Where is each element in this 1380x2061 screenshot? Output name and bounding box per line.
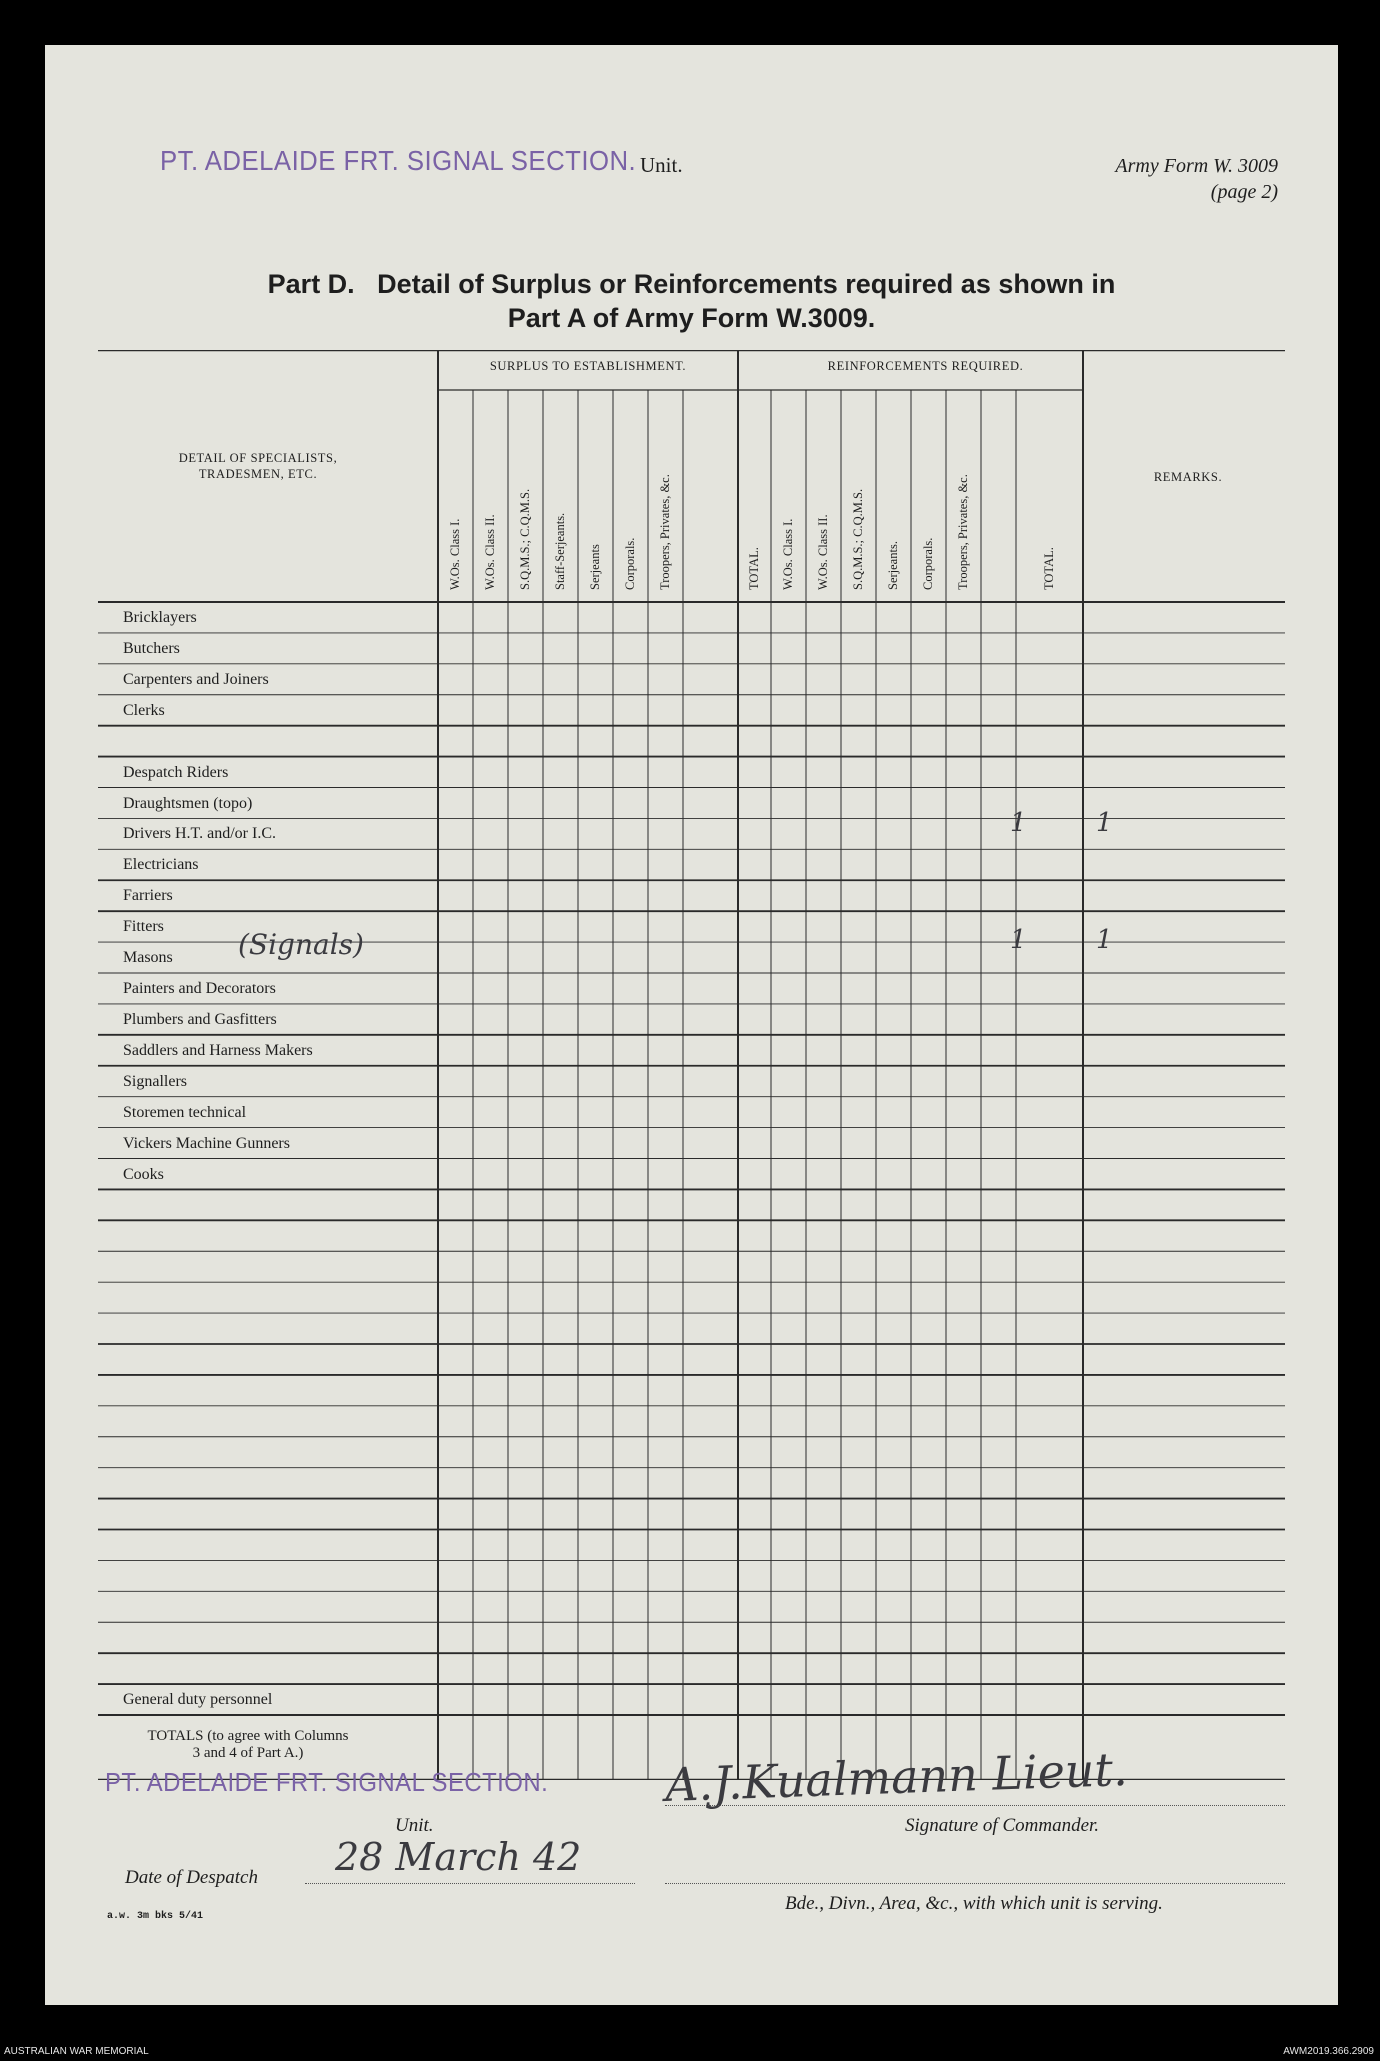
row-label: Clerks	[123, 701, 165, 719]
reinforcements-header: REINFORCEMENTS REQUIRED.	[827, 359, 1024, 373]
totals-label-1: TOTALS (to agree with Columns	[147, 1728, 349, 1744]
row-label: Electricians	[123, 856, 199, 874]
row-label: Carpenters and Joiners	[123, 670, 269, 688]
column-header: W.Os. Class I.	[780, 518, 795, 590]
remarks-header: REMARKS.	[1153, 470, 1223, 484]
column-header: TOTAL.	[1041, 547, 1056, 590]
column-header: Corporals.	[920, 537, 935, 590]
title-line-2: Part A of Army Form W.3009.	[507, 303, 876, 333]
fitters-annotation: (Signals)	[238, 928, 364, 961]
column-header: Serjeants	[587, 544, 602, 590]
column-header: Troopers, Privates, &c.	[657, 474, 672, 590]
row-label: Storemen technical	[123, 1103, 247, 1121]
totals-label	[123, 1728, 373, 1762]
archive-credit: AUSTRALIAN WAR MEMORIAL	[4, 2046, 149, 2057]
row-label: Saddlers and Harness Makers	[123, 1041, 313, 1059]
row-label: Despatch Riders	[123, 763, 229, 781]
column-header: Staff-Serjeants.	[552, 512, 567, 590]
surplus-header: SURPLUS TO ESTABLISHMENT.	[489, 359, 687, 373]
column-header: Troopers, Privates, &c.	[955, 474, 970, 590]
table-grid	[98, 350, 1285, 1780]
despatch-line	[305, 1883, 635, 1884]
unit-stamp-top: PT. ADELAIDE FRT. SIGNAL SECTION.	[160, 145, 637, 176]
detail-table	[98, 350, 1285, 1780]
column-header: S.Q.M.S.; C.Q.M.S.	[850, 488, 865, 590]
column-header: Serjeants.	[885, 541, 900, 590]
army-form-number	[1115, 153, 1278, 205]
row-label: Masons	[123, 949, 173, 967]
signature-line	[665, 1805, 1285, 1806]
row-label: Farriers	[123, 887, 173, 905]
bde-label: Bde., Divn., Area, &c., with which unit is serving.	[785, 1893, 1163, 1914]
column-header: Corporals.	[622, 537, 637, 590]
commander-signature: A.J.Kualmann Lieut.	[664, 1741, 1129, 1813]
row-label: Bricklayers	[123, 609, 197, 626]
form-page: (page 2)	[1210, 181, 1278, 203]
title-line-1: Part D. Detail of Surplus or Reinforcements required as shown in	[267, 269, 1116, 299]
row-label: Butchers	[123, 639, 180, 657]
despatch-label: Date of Despatch	[125, 1867, 258, 1888]
column-header: W.Os. Class II.	[815, 514, 830, 590]
column-header: S.Q.M.S.; C.Q.M.S.	[517, 488, 532, 590]
row-label: Plumbers and Gasfitters	[123, 1010, 277, 1028]
unit-label-top: Unit.	[640, 153, 683, 177]
column-header: W.Os. Class I.	[447, 518, 462, 590]
bde-line	[665, 1883, 1285, 1884]
signature-label: Signature of Commander.	[905, 1815, 1100, 1836]
form-number: Army Form W. 3009	[1115, 155, 1278, 177]
despatch-date: 28 March 42	[335, 1835, 582, 1879]
unit-label-bottom: Unit.	[395, 1815, 434, 1836]
column-header: TOTAL.	[746, 547, 761, 590]
row-label: Signallers	[123, 1072, 187, 1090]
row-label: Fitters	[123, 918, 164, 936]
page-title	[45, 267, 1338, 335]
print-code: a.w. 3m bks 5/41	[107, 1911, 204, 1922]
row-label: Draughtsmen (topo)	[123, 794, 253, 812]
mark-fitters-troopers: 1	[1010, 925, 1027, 955]
row-label: Painters and Decorators	[123, 980, 276, 997]
row-label: Drivers H.T. and/or I.C.	[123, 825, 276, 843]
column-header: W.Os. Class II.	[482, 514, 497, 590]
row-label: Vickers Machine Gunners	[123, 1134, 290, 1152]
row-label: Cooks	[123, 1165, 164, 1183]
detail-header: DETAIL OF SPECIALISTS, TRADESMEN, ETC.	[178, 451, 338, 481]
mark-draughtsmen-troopers: 1	[1010, 808, 1027, 838]
mark-draughtsmen-total: 1	[1096, 808, 1113, 838]
mark-fitters-total: 1	[1096, 925, 1113, 955]
archive-id: AWM2019.366.2909	[1283, 2046, 1374, 2057]
form-page	[45, 45, 1338, 2005]
row-label: General duty personnel	[123, 1691, 273, 1709]
unit-stamp-bottom: PT. ADELAIDE FRT. SIGNAL SECTION.	[105, 1767, 549, 1797]
totals-label-2: 3 and 4 of Part A.)	[192, 1745, 304, 1761]
